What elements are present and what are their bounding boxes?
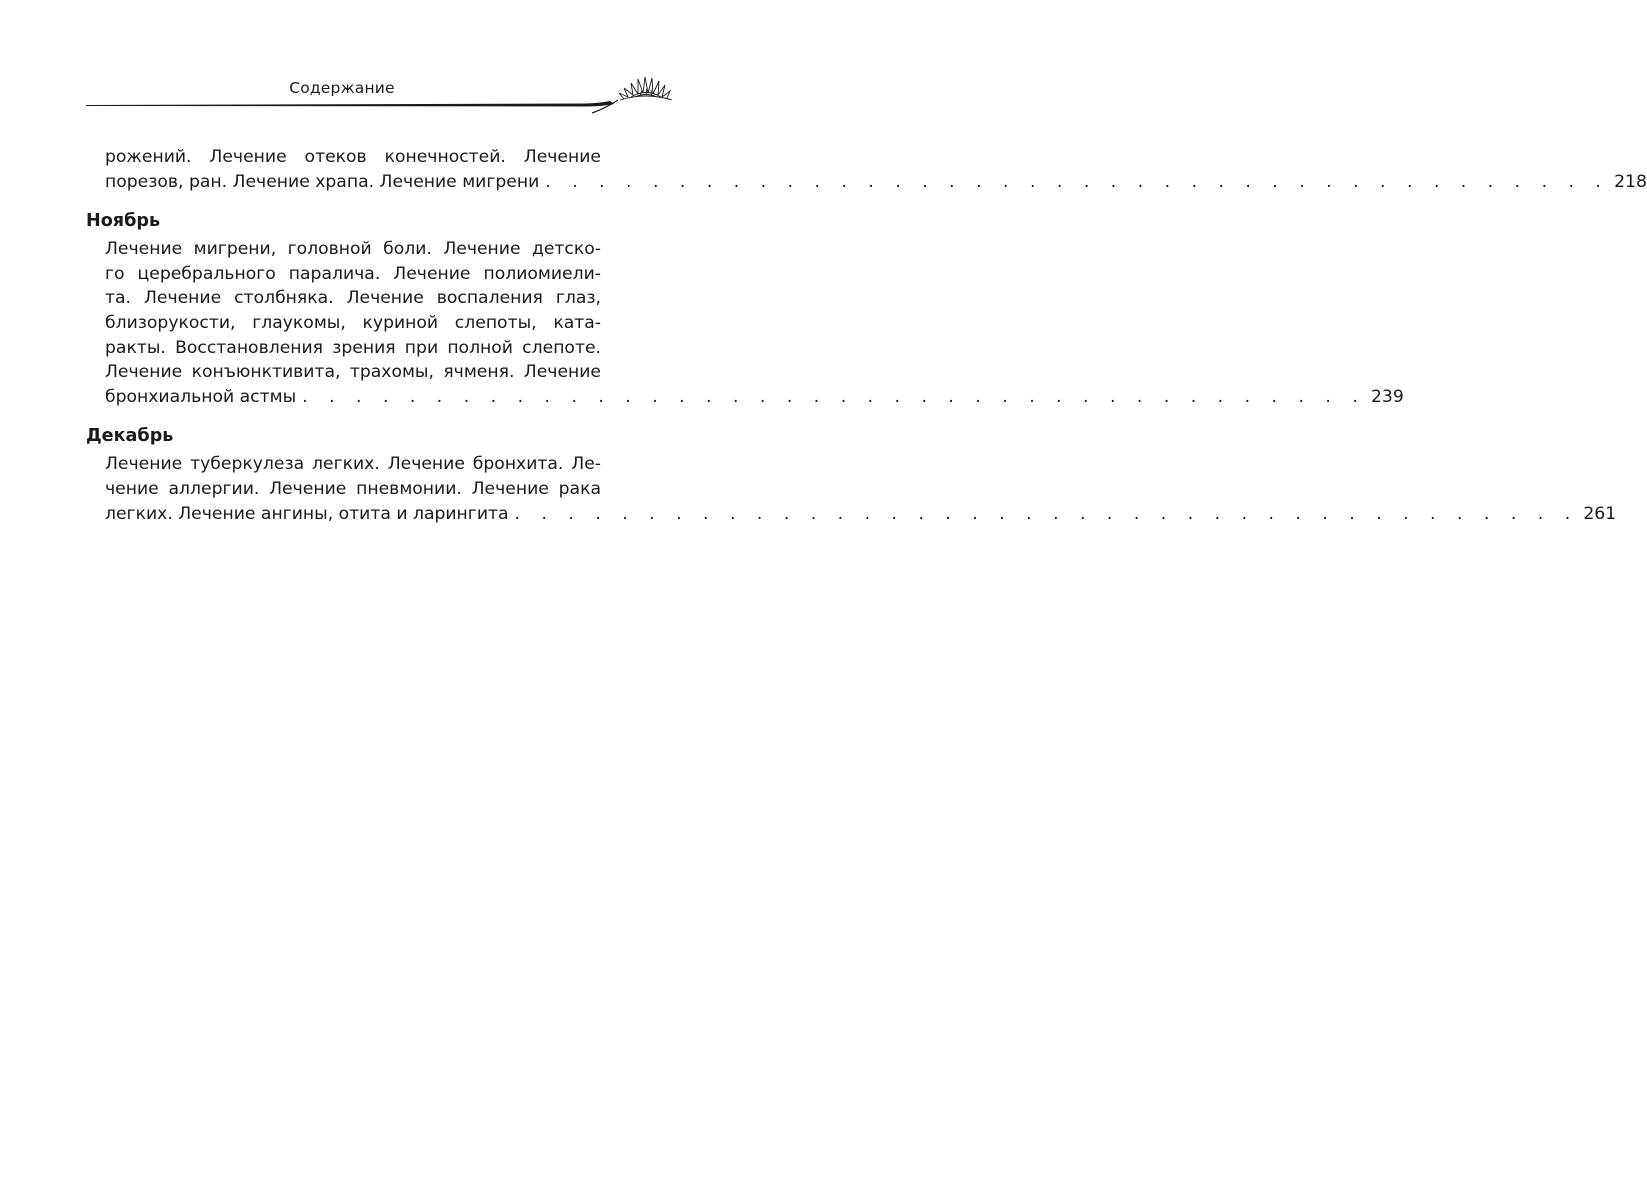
toc-text-line: ракты. Восстановления зрения при полной слепоте. bbox=[105, 337, 601, 358]
toc-text-line: Лечение мигрени, головной боли. Лечение детско- bbox=[105, 239, 601, 260]
toc-text-line: порезов, ран. Лечение храпа. Лечение мигрени bbox=[105, 171, 540, 192]
toc-text-line: Лечение конъюнктивита, трахомы, ячменя. Лечение bbox=[105, 362, 601, 383]
toc-text-line: та. Лечение столбняка. Лечение воспаления глаз, bbox=[105, 288, 601, 309]
page-number: 218 bbox=[1614, 171, 1647, 192]
toc-last-line bbox=[86, 170, 1647, 195]
toc-section-november bbox=[86, 208, 1404, 409]
toc-text-line: чение аллергии. Лечение пневмонии. Лечение рака bbox=[105, 478, 601, 499]
page-number: 261 bbox=[1583, 503, 1617, 524]
page-number: 239 bbox=[1370, 386, 1404, 407]
toc-text-line: бронхиальной астмы bbox=[105, 386, 297, 407]
toc-last-line bbox=[86, 385, 1404, 410]
running-head bbox=[86, 66, 676, 118]
month-heading: Ноябрь bbox=[86, 211, 161, 232]
toc-text-line: го церебрального паралича. Лечение полиомиели- bbox=[105, 263, 601, 284]
table-of-contents bbox=[86, 145, 1647, 526]
toc-section-december bbox=[86, 423, 1617, 526]
toc-text-line: Лечение туберкулеза легких. Лечение бронхита. Ле- bbox=[105, 454, 601, 475]
sunflower-ornament-icon bbox=[616, 66, 676, 106]
toc-entry-continuation bbox=[86, 145, 1647, 194]
dot-leader: . . . . . . . . . . . . . . . . . . . . . . . . . . . . . . . . . . . . . . . . bbox=[545, 171, 1609, 192]
month-heading: Декабрь bbox=[86, 426, 174, 447]
running-title: Содержание bbox=[289, 79, 395, 97]
toc-text-line: рожений. Лечение отеков конечностей. Лечение bbox=[105, 147, 601, 167]
toc-text-line: близорукости, глаукомы, куриной слепоты, ката- bbox=[105, 312, 601, 333]
toc-text-line: легких. Лечение ангины, отита и ларингита bbox=[105, 503, 509, 524]
dot-leader: . . . . . . . . . . . . . . . . . . . . . . . . . . . . . . . . . . . . . . . . bbox=[302, 386, 1366, 407]
dot-leader: . . . . . . . . . . . . . . . . . . . . . . . . . . . . . . . . . . . . . . . . bbox=[514, 503, 1579, 524]
toc-last-line bbox=[86, 502, 1617, 527]
